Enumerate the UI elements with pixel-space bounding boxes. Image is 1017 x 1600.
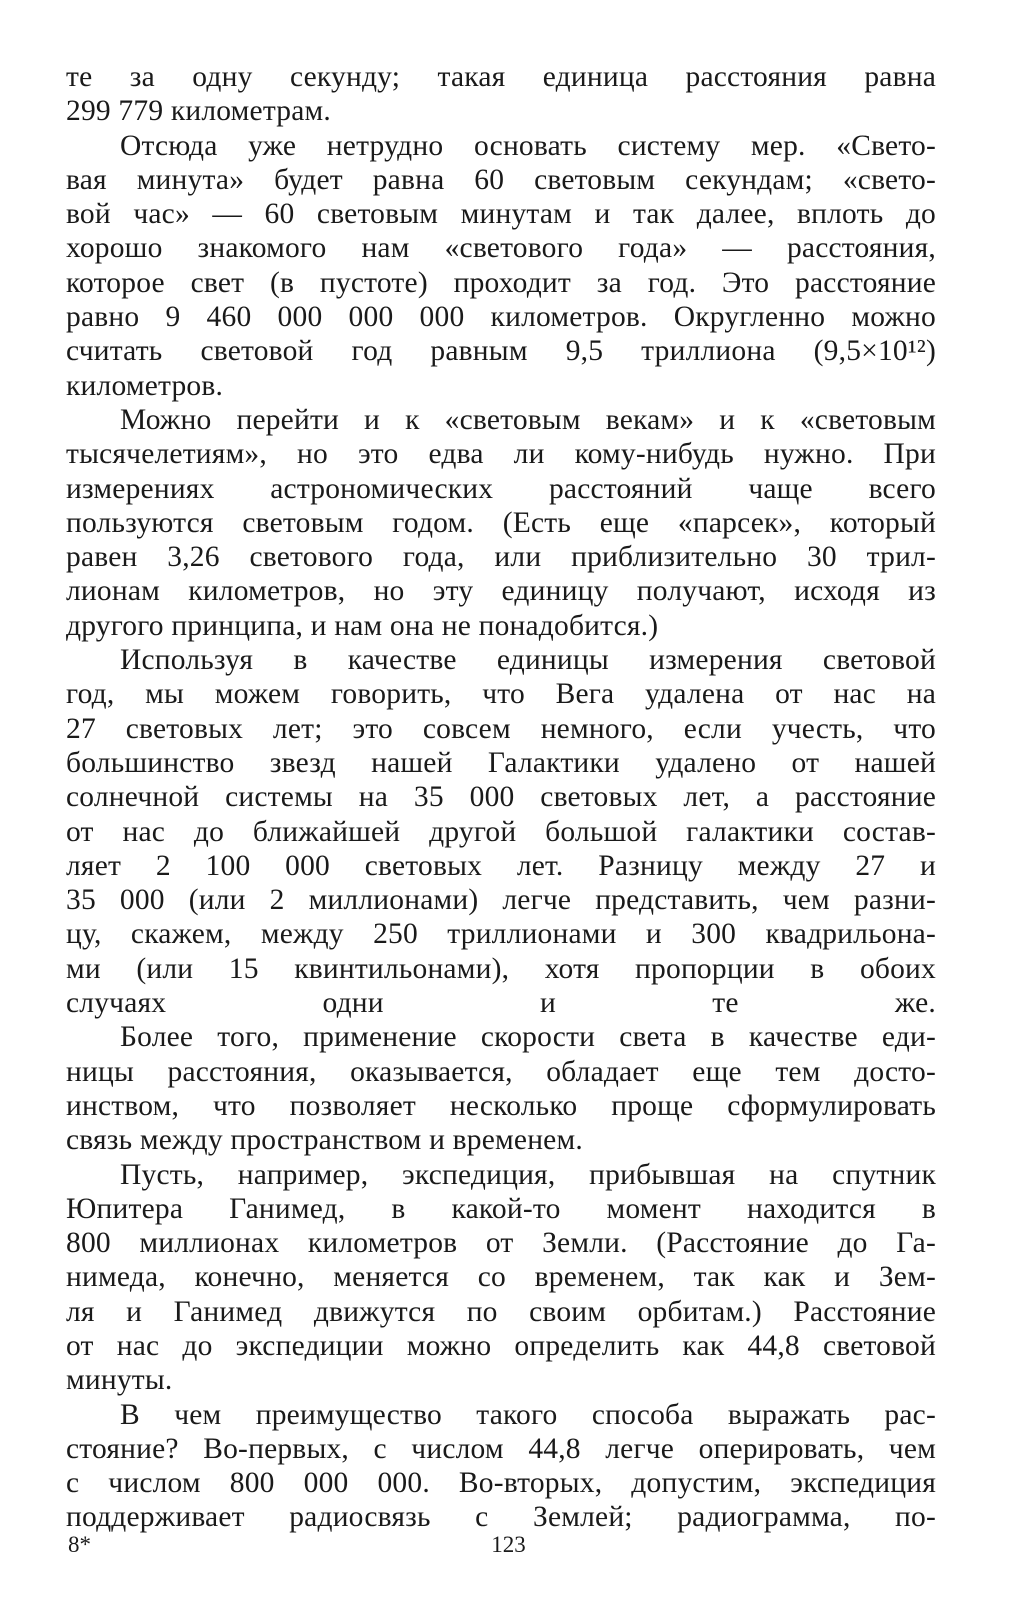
text-line: ля и Ганимед движутся по своим орбитам.) Расстояние [66,1295,936,1328]
text-line: год, мы можем говорить, что Вега удалена от нас на [66,678,936,711]
text-line: 27 световых лет; это совсем немного, если учесть, что [66,712,936,745]
text-line: хорошо знакомого нам «светового года» — расстояния, [66,232,936,265]
text-line: Более того, применение скорости света в качестве еди- [120,1021,936,1054]
body-text [66,60,936,1535]
text-line: ницы расстояния, оказывается, обладает еще тем досто- [66,1055,936,1088]
text-line: равен 3,26 светового года, или приблизительно 30 трил- [66,541,936,574]
text-line: от нас до экспедиции можно определить как 44,8 световой [66,1329,936,1362]
text-line: Можно перейти и к «световым векам» и к «световым [120,403,936,436]
text-line: равно 9 460 000 000 000 километров. Округленно можно [66,301,936,334]
text-line: ляет 2 100 000 световых лет. Разницу между 27 и [66,849,936,882]
text-line: от нас до ближайшей другой большой галактики состав- [66,815,936,848]
text-line: 35 000 (или 2 миллионами) легче представить, чем разни- [66,884,936,917]
text-line: большинство звезд нашей Галактики удалено от нашей [66,746,936,779]
text-line: цу, скажем, между 250 триллионами и 300 квадрильона- [66,918,936,951]
text-line: нимеда, конечно, меняется со временем, так как и Зем- [66,1261,936,1294]
text-line: которое свет (в пустоте) проходит за год. Это расстояние [66,266,936,299]
text-line: Юпитера Ганимед, в какой-то момент находится в [66,1192,936,1225]
text-line: лионам километров, но эту единицу получают, исходя из [66,575,936,608]
text-line: другого принципа, и нам она не понадобится.) [66,609,659,642]
text-line: Отсюда уже нетрудно основать систему мер. «Свето- [120,129,936,162]
text-line: поддерживает радиосвязь с Землей; радиограмма, по- [66,1501,936,1534]
text-line: ми (или 15 квинтильонами), хотя пропорции в обоих [66,952,936,985]
text-line: стояние? Во-первых, с числом 44,8 легче оперировать, чем [66,1432,936,1465]
text-line: пользуются световым годом. (Есть еще «парсек», который [66,506,936,539]
text-line: тысячелетиям», но это едва ли кому-нибудь нужно. При [66,438,936,471]
text-line: Используя в качестве единицы измерения световой [120,644,936,677]
text-line: В чем преимущество такого способа выражать рас- [120,1398,936,1431]
text-line: те за одну секунду; такая единица расстояния равна [66,61,936,93]
text-line: случаях одни и те же. [66,987,936,1020]
text-line: вая минута» будет равна 60 световым секундам; «свето- [66,163,936,196]
text-line: измерениях астрономических расстояний чаще всего [66,472,936,505]
text-line: 299 779 километрам. [66,95,331,128]
text-line: вой час» — 60 световым минутам и так далее, вплоть до [66,198,936,231]
text-line: минуты. [66,1364,173,1397]
text-line: 800 миллионах километров от Земли. (Расстояние до Га- [66,1227,936,1260]
text-line: инством, что позволяет несколько проще сформулировать [66,1089,936,1122]
signature-mark: 8* [68,1532,91,1557]
text-line: солнечной системы на 35 000 световых лет, а расстояние [66,781,936,814]
text-line: с числом 800 000 000. Во-вторых, допустим, экспедиция [66,1467,936,1500]
text-line: Пусть, например, экспедиция, прибывшая на спутник [120,1158,936,1191]
text-line: считать световой год равным 9,5 триллиона (9,5×10¹²) [66,335,936,368]
page-number: 123 [491,1532,526,1557]
text-line: километров. [66,369,224,402]
text-line: связь между пространством и временем. [66,1124,583,1157]
